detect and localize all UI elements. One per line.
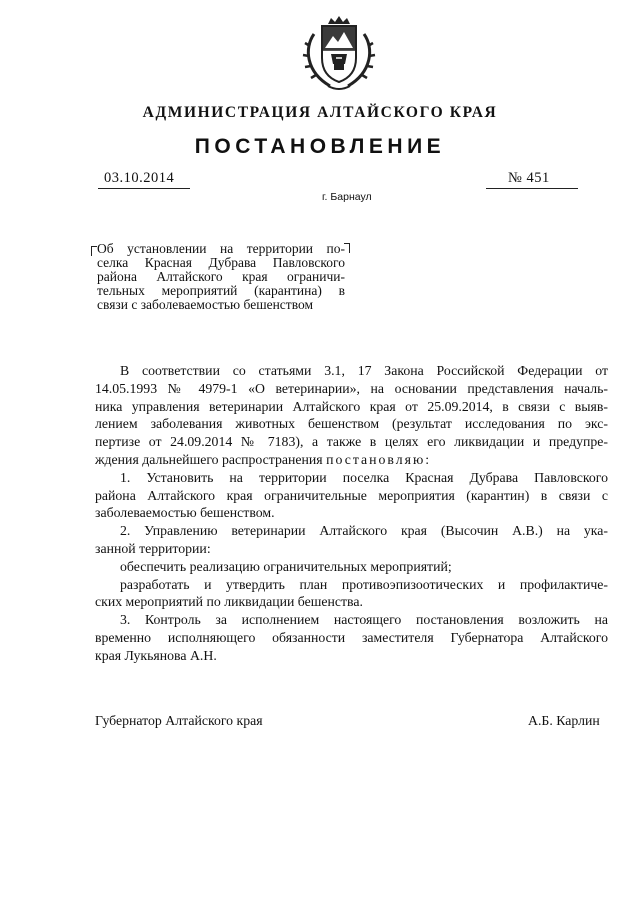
item-3-line: временно исполняющего обязанности заместителя Губернатора Алтайского xyxy=(95,629,608,645)
city-label: г. Барнаул xyxy=(322,191,372,203)
item-2-line: занной территории: xyxy=(95,540,211,556)
organization-title: АДМИНИСТРАЦИЯ АЛТАЙСКОГО КРАЯ xyxy=(142,104,498,121)
preamble-text: ждения дальнейшего распространения xyxy=(95,451,323,467)
decree-word: постановляю: xyxy=(326,451,432,467)
coat-of-arms-icon xyxy=(300,14,378,94)
document-subject xyxy=(97,242,345,312)
signatory-name: А.Б. Карлин xyxy=(528,713,600,728)
item-1-line: 1. Установить на территории поселка Красная Дубрава Павловского xyxy=(120,469,608,485)
subject-line: Об установлении на территории по- xyxy=(97,241,345,256)
document-date: 03.10.2014 xyxy=(104,170,175,186)
item-1-line: заболеваемостью бешенством. xyxy=(95,505,275,521)
preamble-line: лением заболевания животных бешенством (результат исследования по экс- xyxy=(95,416,608,432)
signatory-position: Губернатор Алтайского края xyxy=(95,713,263,728)
document-body xyxy=(95,362,608,665)
subject-line: тельных мероприятий (карантина) в xyxy=(97,283,345,298)
item-2a-line: обеспечить реализацию ограничительных мероприятий; xyxy=(120,558,452,574)
subject-line: района Алтайского края ограничи- xyxy=(97,269,345,284)
date-underline xyxy=(98,188,190,189)
item-3-line: 3. Контроль за исполнением настоящего постановления возложить на xyxy=(120,612,608,628)
document-type-title: ПОСТАНОВЛЕНИЕ xyxy=(194,135,446,158)
preamble-line: ника управления ветеринарии Алтайского края от 25.09.2014, в связи с выяв- xyxy=(95,398,608,414)
item-2b-line: разработать и утвердить план противоэпизоотических и профилактиче- xyxy=(120,576,608,592)
document-number: № 451 xyxy=(508,170,550,186)
item-3-line: края Лукьянова А.Н. xyxy=(95,647,217,663)
item-1-line: района Алтайского края ограничительные мероприятия (карантин) в связи с xyxy=(95,487,608,503)
preamble-line: пертизе от 24.09.2014 № 7183), а также в целях его ликвидации и предупре- xyxy=(95,434,608,450)
item-2b-line: ских мероприятий по ликвидации бешенства. xyxy=(95,594,363,610)
subject-line: связи с заболеваемостью бешенством xyxy=(97,297,314,312)
preamble-line-last xyxy=(95,451,608,469)
number-underline xyxy=(486,188,578,189)
preamble-line: В соответствии со статьями 3.1, 17 Закона Российской Федерации от xyxy=(120,363,608,378)
subject-line: селка Красная Дубрава Павловского xyxy=(97,255,345,270)
preamble-line: 14.05.1993 № 4979-1 «О ветеринарии», на основании представления началь- xyxy=(95,380,608,396)
item-2-line: 2. Управлению ветеринарии Алтайского края (Высочин А.В.) на ука- xyxy=(120,523,608,539)
